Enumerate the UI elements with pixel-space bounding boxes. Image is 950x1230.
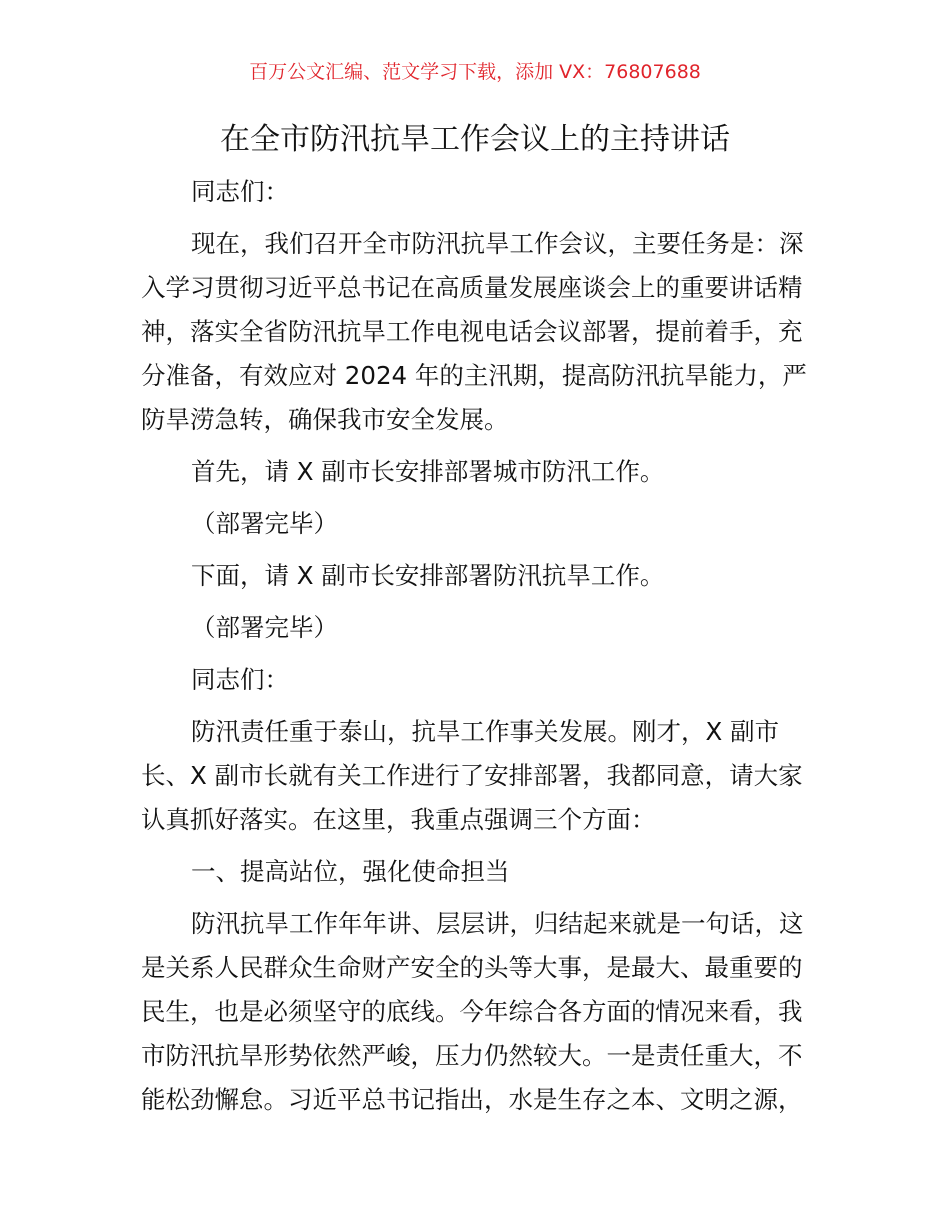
paragraph <box>141 450 811 494</box>
paragraph <box>141 502 811 546</box>
text-line: 防汛抗旱工作年年讲、层层讲，归结起来就是一句话，这 <box>191 909 804 938</box>
text-line: 防汛责任重于泰山，抗旱工作事关发展。刚才，X 副市 <box>191 717 780 746</box>
text-line: 下面，请 X 副市长安排部署防汛抗旱工作。 <box>191 561 665 590</box>
text-line: 一、提高站位，强化使命担当 <box>191 857 510 886</box>
text-line: 认真抓好落实。在这里，我重点强调三个方面： <box>141 805 656 834</box>
paragraph <box>141 606 811 650</box>
text-line: 是关系人民群众生命财产安全的头等大事，是最大、最重要的 <box>141 953 803 982</box>
text-line: 神，落实全省防汛抗旱工作电视电话会议部署，提前着手，充 <box>141 317 803 346</box>
text-line: 长、X 副市长就有关工作进行了安排部署，我都同意，请大家 <box>141 761 803 790</box>
text-line: （部署完毕） <box>191 613 338 642</box>
text-line: 入学习贯彻习近平总书记在高质量发展座谈会上的重要讲话精 <box>141 273 803 302</box>
text-line: 首先，请 X 副市长安排部署城市防汛工作。 <box>191 457 665 486</box>
document-body <box>141 170 811 1130</box>
paragraph <box>141 222 811 442</box>
paragraph <box>141 902 811 1122</box>
text-line: 能松劲懈怠。习近平总书记指出，水是生存之本、文明之源， <box>141 1085 803 1114</box>
text-line: 同志们： <box>191 177 289 206</box>
paragraph <box>141 710 811 842</box>
text-line: 同志们： <box>191 665 289 694</box>
paragraph <box>141 658 811 702</box>
paragraph <box>141 170 811 214</box>
text-line: 现在，我们召开全市防汛抗旱工作会议，主要任务是：深 <box>191 229 804 258</box>
text-line: 民生，也是必须坚守的底线。今年综合各方面的情况来看，我 <box>141 997 803 1026</box>
text-line: 分准备，有效应对 2024 年的主汛期，提高防汛抗旱能力，严 <box>141 361 807 390</box>
paragraph <box>141 850 811 894</box>
text-line: 市防汛抗旱形势依然严峻，压力仍然较大。一是责任重大，不 <box>141 1041 803 1070</box>
header-notice: 百万公文汇编、范文学习下载，添加 VX：76807688 <box>249 61 701 83</box>
text-line: 防旱涝急转，确保我市安全发展。 <box>141 405 509 434</box>
paragraph <box>141 554 811 598</box>
document-title: 在全市防汛抗旱工作会议上的主持讲话 <box>220 122 730 157</box>
text-line: （部署完毕） <box>191 509 338 538</box>
